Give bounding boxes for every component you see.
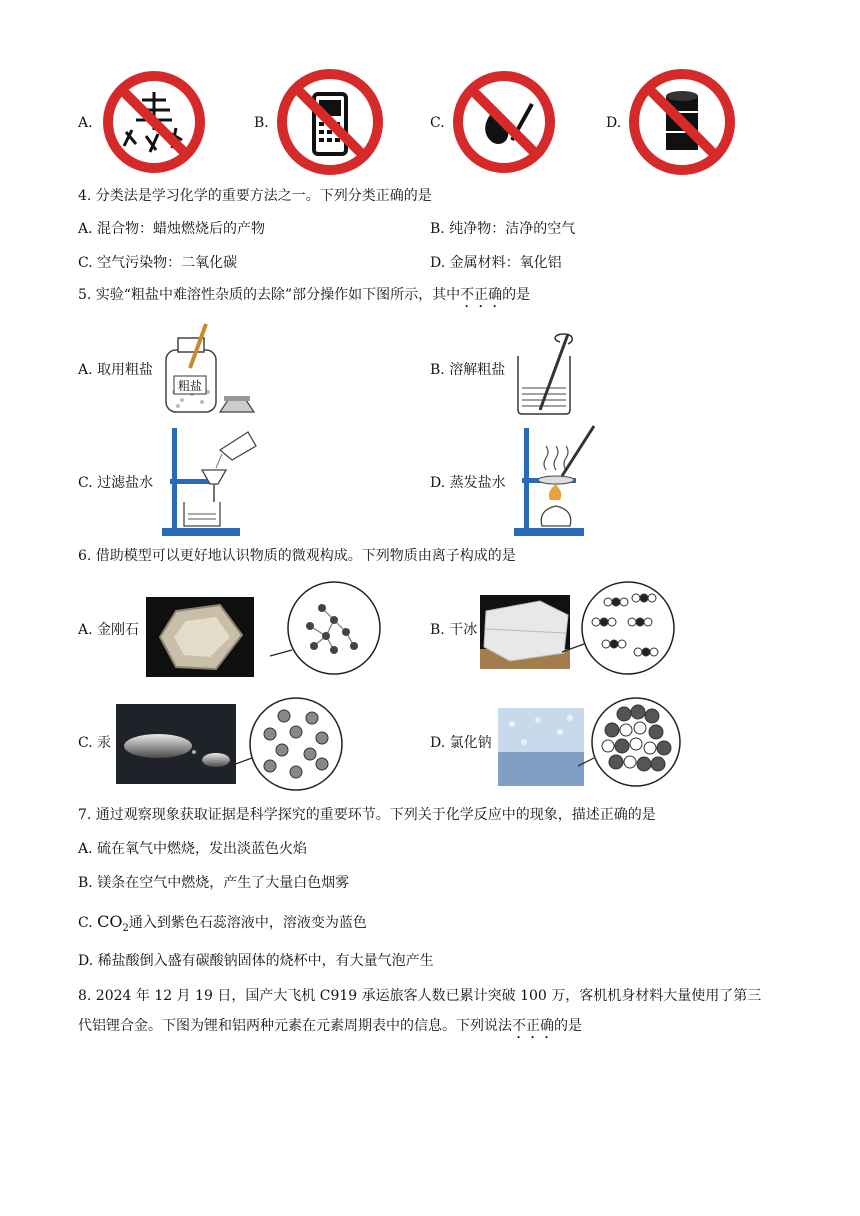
q4-option-c[interactable]: C. 空气污染物：二氧化碳 (78, 255, 238, 271)
dissolving-beaker-illustration (514, 330, 580, 416)
coarse-salt-bottle-illustration (158, 322, 278, 416)
q7-option-a[interactable]: A. 硫在氧气中燃烧，发出淡蓝色火焰 (78, 841, 308, 857)
q6-stem: 6. 借助模型可以更好地认识物质的微观构成。下列物质由离子构成的是 (78, 548, 516, 564)
q3-option-c-letter: C. (430, 115, 445, 131)
q8-stem-before: 代铝锂合金。下图为锂和铝两种元素在元素周期表中的信息。下列说法 (78, 1018, 512, 1034)
q4-option-a[interactable]: A. 混合物：蜡烛燃烧后的产物 (78, 221, 266, 237)
q5-stem (78, 285, 530, 311)
q6-option-a-label[interactable]: A. 金刚石 (78, 622, 140, 638)
q5-option-c-label[interactable]: C. 过滤盐水 (78, 475, 154, 491)
sodium-chloride-photo (498, 708, 584, 786)
salt-bottle-label: 粗盐 (177, 379, 203, 393)
q7-option-b[interactable]: B. 镁条在空气中燃烧，产生了大量白色烟雾 (78, 875, 350, 891)
q7-option-d[interactable]: D. 稀盐酸倒入盛有碳酸钠固体的烧杯中，有大量气泡产生 (78, 953, 434, 969)
q7-stem: 7. 通过观察现象获取证据是科学探究的重要环节。下列关于化学反应中的现象，描述正确的是 (78, 807, 656, 823)
q8-stem-line2 (78, 1016, 582, 1042)
q4-option-b[interactable]: B. 纯净物：洁净的空气 (430, 221, 576, 237)
sodium-chloride-ionic-model (578, 692, 684, 794)
q8-stem-after: 的是 (554, 1018, 582, 1034)
q8-stem-line1: 8. 2024 年 12 月 19 日，国产大飞机 C919 承运旅客人数已累计突破 100 万，客机机身材料大量使用了第三 (78, 988, 762, 1004)
q4-option-d[interactable]: D. 金属材料：氧化铝 (430, 255, 562, 271)
mercury-photo (116, 704, 236, 784)
q5-stem-emphasis: 不正确 (460, 287, 503, 303)
no-logging-sign-icon (102, 70, 206, 174)
q7-option-c[interactable] (78, 912, 367, 939)
evaporation-setup-illustration (512, 424, 606, 538)
q7-option-c-text: 通入到紫色石蕊溶液中，溶液变为蓝色 (128, 915, 367, 931)
q5-option-d-label[interactable]: D. 蒸发盐水 (430, 475, 506, 491)
q3-option-b-letter: B. (254, 115, 269, 131)
no-open-flame-sign-icon (452, 70, 556, 174)
co2-formula (97, 912, 129, 935)
q5-option-b-label[interactable]: B. 溶解粗盐 (430, 362, 506, 378)
q7-option-c-prefix: C. (78, 915, 98, 931)
q5-stem-before: 5. 实验“粗盐中难溶性杂质的去除”部分操作如下图所示，其中 (78, 287, 461, 303)
mercury-atomic-model (230, 694, 350, 796)
q6-option-d-label[interactable]: D. 氯化钠 (430, 735, 492, 751)
diamond-atomic-model (270, 580, 410, 684)
no-oil-drum-sign-icon (628, 68, 736, 176)
dry-ice-photo (480, 595, 570, 669)
filtration-setup-illustration (160, 424, 260, 538)
q3-option-d-letter: D. (606, 115, 622, 131)
q5-stem-after: 的是 (502, 287, 531, 303)
q8-stem-emphasis: 不正确 (512, 1018, 554, 1034)
q3-option-a-letter: A. (78, 115, 93, 131)
dry-ice-molecular-model (562, 578, 682, 682)
q4-stem: 4. 分类法是学习化学的重要方法之一。下列分类正确的是 (78, 188, 432, 204)
q6-option-c-label[interactable]: C. 汞 (78, 735, 112, 751)
co2-formula-subscript: 2 (122, 923, 129, 935)
diamond-photo (146, 597, 254, 677)
q6-option-b-label[interactable]: B. 干冰 (430, 622, 478, 638)
q5-option-a-label[interactable]: A. 取用粗盐 (78, 362, 154, 378)
no-mobile-phone-sign-icon (276, 68, 384, 176)
co2-formula-main: CO (97, 912, 123, 931)
